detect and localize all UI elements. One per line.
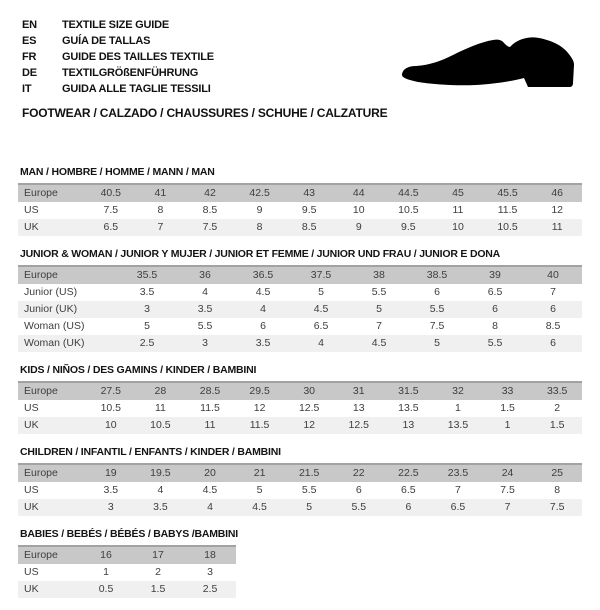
- size-table-title: MAN / HOMBRE / HOMME / MANN / MAN: [20, 166, 215, 178]
- size-value: 3.5: [197, 303, 213, 315]
- size-row: [18, 564, 236, 581]
- size-row: [18, 219, 582, 236]
- size-value: 39: [489, 269, 501, 281]
- size-value: 8: [256, 221, 263, 233]
- size-value: 5.5: [487, 337, 503, 349]
- size-row: [18, 335, 582, 352]
- size-value: 7.5: [500, 484, 515, 496]
- size-table: [18, 463, 582, 516]
- size-value: 17: [152, 549, 164, 561]
- size-value: 8: [554, 484, 561, 496]
- size-value: 5.5: [351, 501, 367, 513]
- size-value: 40: [547, 269, 559, 281]
- size-value: 12: [253, 402, 266, 414]
- size-value: 1: [504, 419, 511, 431]
- size-value: 4.5: [371, 337, 387, 349]
- size-table-block: [18, 248, 582, 352]
- size-value: 13: [352, 402, 365, 414]
- size-value: 33.5: [546, 385, 568, 397]
- size-value: 10.5: [497, 221, 518, 233]
- size-value: 13: [402, 419, 415, 431]
- size-value: 1: [455, 402, 461, 414]
- size-table-block: [18, 166, 582, 236]
- size-value: 1.5: [549, 419, 565, 431]
- size-value: 10.5: [398, 204, 419, 216]
- row-label: US: [24, 566, 39, 578]
- language-row: [22, 17, 214, 33]
- size-value: 5.5: [197, 320, 213, 332]
- size-value: 25: [551, 467, 564, 479]
- dress-shoe-icon: [397, 25, 582, 100]
- size-value: 2.5: [202, 583, 218, 595]
- size-value: 2: [554, 402, 561, 414]
- size-value: 5: [434, 337, 440, 349]
- row-label: US: [24, 402, 39, 414]
- size-value: 29.5: [249, 385, 270, 397]
- row-label: UK: [24, 221, 39, 233]
- size-value: 44.5: [398, 187, 419, 199]
- row-label: Europe: [24, 549, 58, 561]
- size-table-title: BABIES / BEBÉS / BÉBÉS / BABYS /BAMBINI: [20, 528, 238, 540]
- size-value: 16: [100, 549, 112, 561]
- size-value: 8: [492, 320, 498, 332]
- size-value: 43: [303, 187, 316, 199]
- size-region-header-row: [18, 546, 236, 564]
- size-value: 4: [202, 286, 208, 298]
- size-row: [18, 482, 582, 499]
- row-label: Europe: [24, 269, 58, 281]
- size-value: 38: [373, 269, 385, 281]
- size-value: 6: [492, 303, 498, 315]
- size-value: 11: [452, 204, 464, 216]
- row-label: UK: [24, 501, 39, 513]
- row-label: US: [24, 204, 39, 216]
- size-value: 30: [303, 385, 316, 397]
- size-value: 11.5: [249, 419, 270, 431]
- size-value: 10: [104, 419, 117, 431]
- size-value: 5.5: [371, 286, 387, 298]
- size-value: 45.5: [497, 187, 518, 199]
- size-table-title: CHILDREN / INFANTIL / ENFANTS / KINDER / BAMBINI: [20, 446, 281, 458]
- size-row: [18, 318, 582, 335]
- size-tables: [18, 166, 582, 610]
- language-code: ES: [22, 35, 37, 47]
- size-value: 19.5: [150, 467, 171, 479]
- size-table: [18, 381, 582, 434]
- size-value: 8.5: [202, 204, 218, 216]
- size-value: 11.5: [497, 204, 518, 216]
- size-value: 5: [256, 484, 263, 496]
- size-value: 5.5: [429, 303, 445, 315]
- row-label: Junior (US): [24, 286, 78, 298]
- size-value: 10.5: [100, 402, 122, 414]
- size-value: 7.5: [103, 204, 119, 216]
- size-value: 13.5: [398, 402, 419, 414]
- size-value: 31.5: [398, 385, 419, 397]
- size-value: 3.5: [153, 501, 168, 513]
- size-value: 23.5: [447, 467, 469, 479]
- size-value: 20: [204, 467, 216, 479]
- size-value: 7.5: [429, 320, 445, 332]
- size-value: 22: [352, 467, 365, 479]
- size-value: 4.5: [255, 286, 271, 298]
- size-value: 36: [199, 269, 211, 281]
- row-label: Europe: [24, 467, 58, 479]
- size-value: 21.5: [298, 467, 320, 479]
- row-label: Junior (UK): [24, 303, 78, 315]
- row-label: Woman (UK): [24, 337, 85, 349]
- language-row: [22, 49, 214, 65]
- size-value: 28.5: [199, 385, 221, 397]
- size-value: 6.5: [103, 221, 119, 233]
- size-row: [18, 581, 236, 598]
- language-row: [22, 81, 214, 97]
- size-table-block: [18, 364, 582, 434]
- size-value: 7: [157, 221, 164, 233]
- size-value: 45: [452, 187, 464, 199]
- size-region-header-row: [18, 464, 582, 482]
- size-row: [18, 499, 582, 516]
- size-row: [18, 284, 582, 301]
- size-value: 6: [260, 320, 266, 332]
- size-value: 42: [204, 187, 216, 199]
- size-value: 9: [355, 221, 362, 233]
- size-table-block: [18, 528, 582, 598]
- size-value: 3: [202, 337, 208, 349]
- size-value: 5: [318, 286, 324, 298]
- size-value: 3: [107, 501, 114, 513]
- size-value: 9: [256, 204, 263, 216]
- size-value: 4: [207, 501, 213, 513]
- size-value: 3.5: [255, 337, 271, 349]
- size-value: 40.5: [100, 187, 122, 199]
- size-value: 22.5: [398, 467, 419, 479]
- size-value: 11: [154, 402, 166, 414]
- size-table-title: JUNIOR & WOMAN / JUNIOR Y MUJER / JUNIOR ET FEMME / JUNIOR UND FRAU / JUNIOR E DONA: [20, 248, 501, 260]
- size-value: 13.5: [447, 419, 469, 431]
- size-value: 38.5: [426, 269, 448, 281]
- size-value: 33: [501, 385, 514, 397]
- size-value: 21: [253, 467, 266, 479]
- size-value: 31: [352, 385, 365, 397]
- size-value: 6: [550, 337, 556, 349]
- language-title: GUÍA DE TALLAS: [62, 35, 151, 47]
- size-value: 19: [104, 467, 117, 479]
- size-table-title: KIDS / NIÑOS / DES GAMINS / KINDER / BAMBINI: [20, 364, 257, 376]
- size-value: 6.5: [401, 484, 416, 496]
- language-title-list: [22, 17, 214, 97]
- size-value: 24: [501, 467, 514, 479]
- size-value: 4.5: [313, 303, 329, 315]
- size-value: 28: [154, 385, 167, 397]
- row-label: UK: [24, 419, 39, 431]
- size-row: [18, 202, 582, 219]
- size-value: 6: [434, 286, 440, 298]
- language-code: IT: [22, 83, 32, 95]
- size-value: 12: [303, 419, 316, 431]
- size-value: 44: [352, 187, 365, 199]
- size-row: [18, 400, 582, 417]
- size-value: 46: [551, 187, 564, 199]
- language-code: DE: [22, 67, 37, 79]
- size-value: 1: [103, 566, 109, 578]
- language-row: [22, 33, 214, 49]
- size-value: 7: [504, 501, 511, 513]
- size-value: 1.5: [150, 583, 166, 595]
- size-value: 6: [355, 484, 362, 496]
- size-value: 3.5: [103, 484, 119, 496]
- size-value: 7.5: [549, 501, 565, 513]
- language-code: FR: [22, 51, 37, 63]
- size-value: 4.5: [202, 484, 218, 496]
- size-value: 3.5: [139, 286, 155, 298]
- row-label: Europe: [24, 187, 58, 199]
- language-row: [22, 65, 214, 81]
- size-table: [18, 265, 582, 352]
- language-code: EN: [22, 19, 37, 31]
- size-value: 7: [455, 484, 461, 496]
- size-value: 3: [144, 303, 150, 315]
- size-value: 5: [306, 501, 313, 513]
- size-value: 2.5: [139, 337, 155, 349]
- size-value: 10: [352, 204, 365, 216]
- size-value: 42.5: [249, 187, 270, 199]
- size-value: 8.5: [545, 320, 561, 332]
- size-region-header-row: [18, 266, 582, 284]
- size-value: 4: [318, 337, 324, 349]
- size-value: 7.5: [202, 221, 218, 233]
- size-table: [18, 183, 582, 236]
- size-value: 4.5: [252, 501, 267, 513]
- size-value: 11: [204, 419, 216, 431]
- size-value: 6: [550, 303, 556, 315]
- size-value: 4: [157, 484, 164, 496]
- size-region-header-row: [18, 184, 582, 202]
- size-value: 5: [144, 320, 150, 332]
- size-value: 12.5: [348, 419, 369, 431]
- size-value: 35.5: [136, 269, 158, 281]
- row-label: UK: [24, 583, 39, 595]
- size-value: 6.5: [487, 286, 503, 298]
- category-title: FOOTWEAR / CALZADO / CHAUSSURES / SCHUHE / CALZATURE: [22, 106, 388, 120]
- language-title: GUIDE DES TAILLES TEXTILE: [62, 51, 214, 63]
- size-value: 36.5: [252, 269, 274, 281]
- size-value: 8.5: [301, 221, 317, 233]
- size-value: 12: [551, 204, 564, 216]
- size-value: 6.5: [313, 320, 329, 332]
- size-row: [18, 417, 582, 434]
- size-value: 37.5: [310, 269, 332, 281]
- size-row: [18, 301, 582, 318]
- size-value: 27.5: [100, 385, 122, 397]
- size-value: 41: [154, 187, 167, 199]
- row-label: Europe: [24, 385, 58, 397]
- size-value: 4: [260, 303, 266, 315]
- size-value: 9.5: [401, 221, 416, 233]
- row-label: US: [24, 484, 39, 496]
- size-value: 1.5: [500, 402, 515, 414]
- size-value: 7: [550, 286, 556, 298]
- size-value: 0.5: [98, 583, 114, 595]
- size-value: 32: [452, 385, 464, 397]
- size-value: 5.5: [301, 484, 317, 496]
- size-value: 10.5: [150, 419, 171, 431]
- size-table: [18, 545, 236, 598]
- language-title: TEXTILGRÖßENFÜHRUNG: [62, 67, 199, 79]
- size-value: 6: [405, 501, 412, 513]
- size-region-header-row: [18, 382, 582, 400]
- language-title: GUIDA ALLE TAGLIE TESSILI: [62, 83, 211, 95]
- size-value: 10: [452, 221, 464, 233]
- row-label: Woman (US): [24, 320, 85, 332]
- size-value: 18: [204, 549, 216, 561]
- language-title: TEXTILE SIZE GUIDE: [62, 19, 170, 31]
- size-value: 9.5: [301, 204, 317, 216]
- size-value: 12.5: [298, 402, 320, 414]
- size-value: 2: [155, 566, 161, 578]
- size-value: 11: [551, 221, 563, 233]
- size-value: 3: [207, 566, 213, 578]
- size-value: 11.5: [200, 402, 220, 414]
- size-value: 8: [157, 204, 164, 216]
- size-table-block: [18, 446, 582, 516]
- size-value: 6.5: [450, 501, 466, 513]
- size-value: 7: [376, 320, 382, 332]
- size-value: 5: [376, 303, 382, 315]
